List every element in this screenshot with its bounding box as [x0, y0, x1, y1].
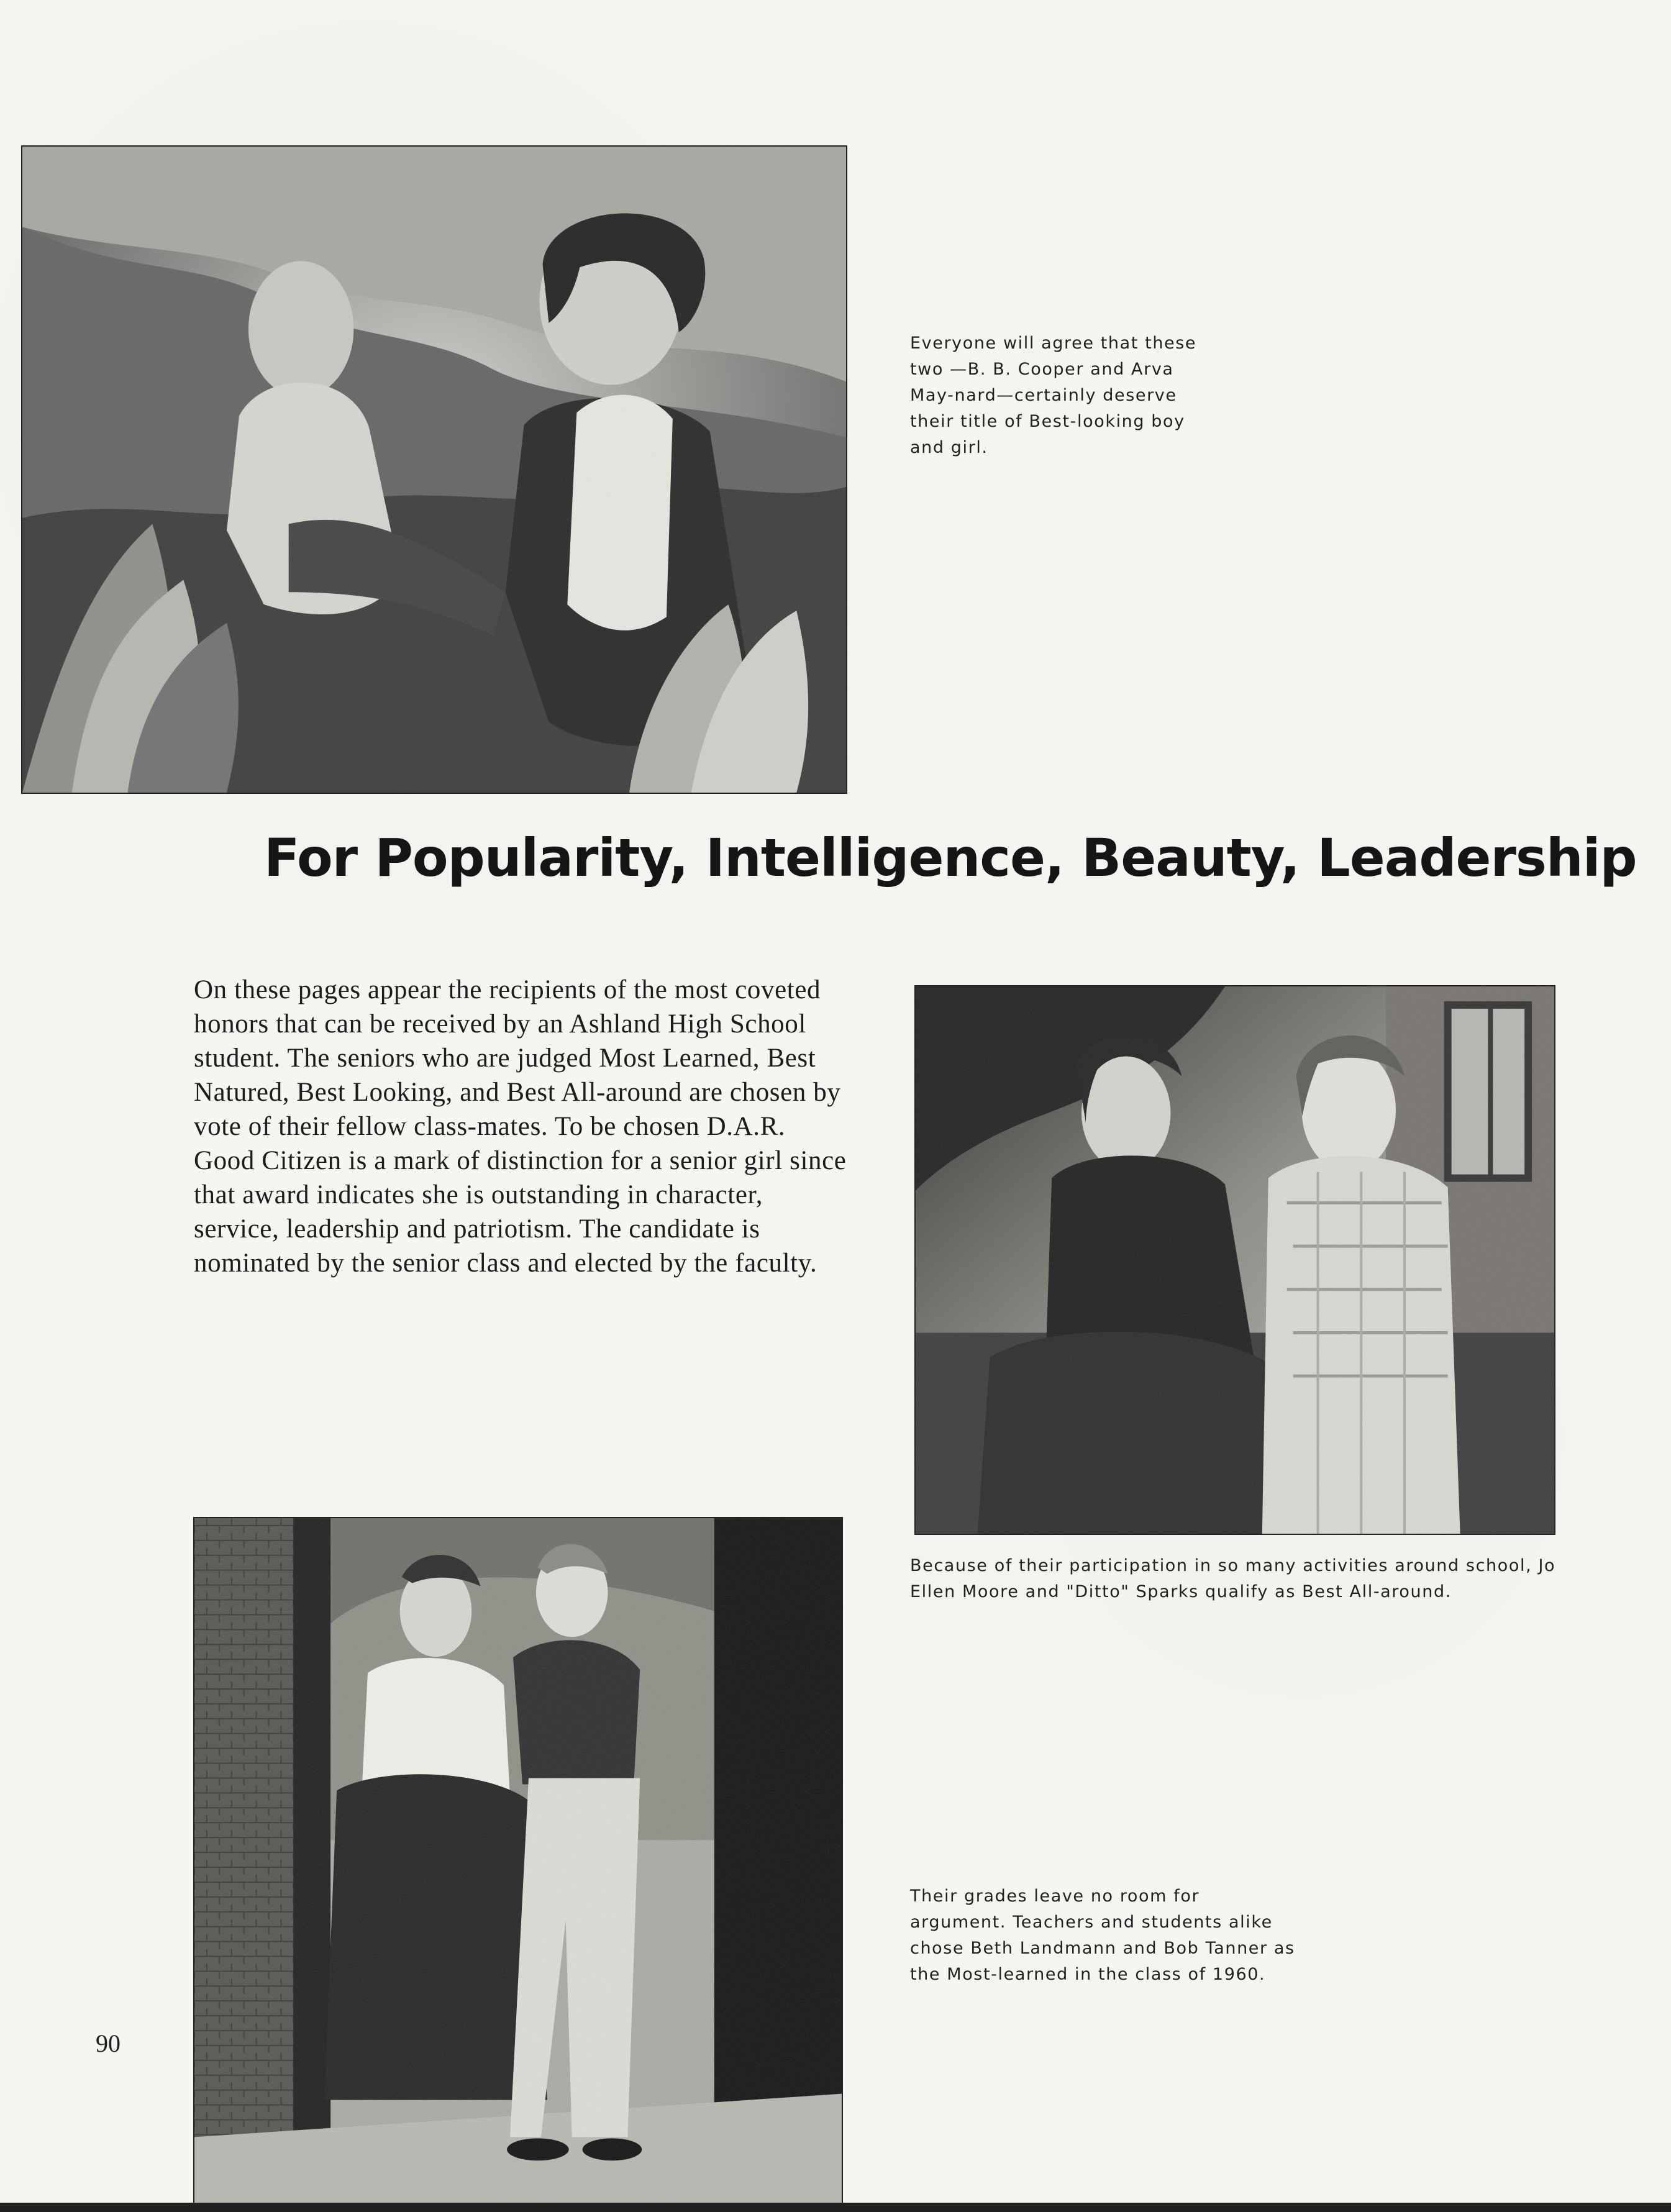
best-looking-caption: Everyone will agree that these two —B. B. Cooper and Arva May-nard—certainly deserve their title of Best-looking boy and girl. [910, 334, 1197, 457]
best-all-around-caption: Because of their participation in so many activities around school, Jo Ellen Moore and "Ditto" Sparks qualify as Best All-around. [910, 1556, 1556, 1601]
best-all-around-photo [914, 985, 1555, 1535]
best-looking-photo [21, 145, 847, 794]
page-headline: For Popularity, Intelligence, Beauty, Leadership [264, 827, 1637, 888]
article-body-text: On these pages appear the recipients of the most coveted honors that can be received by an Ashland High School student. The seniors who are judged Most Learned, Best Natured, Best Looking, and Best All-around are chosen by vote of their fellow class-mates. To be chosen D.A.R. Good Citizen is a mark of distinction for a senior girl since that award indicates she is outstanding in character, service, leadership and patriotism. The candidate is nominated by the senior class and elected by the faculty. [194, 975, 847, 1278]
best-looking-photo-illustration [22, 147, 846, 793]
most-learned-caption: Their grades leave no room for argument. Teachers and students alike chose Beth Landmann and Bob Tanner as the Most-learned in the class of 1960. [910, 1887, 1295, 1984]
best-all-around-photo-illustration [916, 986, 1554, 1534]
page-number: 90 [96, 2029, 121, 2057]
page-bottom-rule [0, 2203, 1671, 2212]
most-learned-photo [193, 1517, 843, 2206]
most-learned-photo-illustration [194, 1518, 842, 2205]
